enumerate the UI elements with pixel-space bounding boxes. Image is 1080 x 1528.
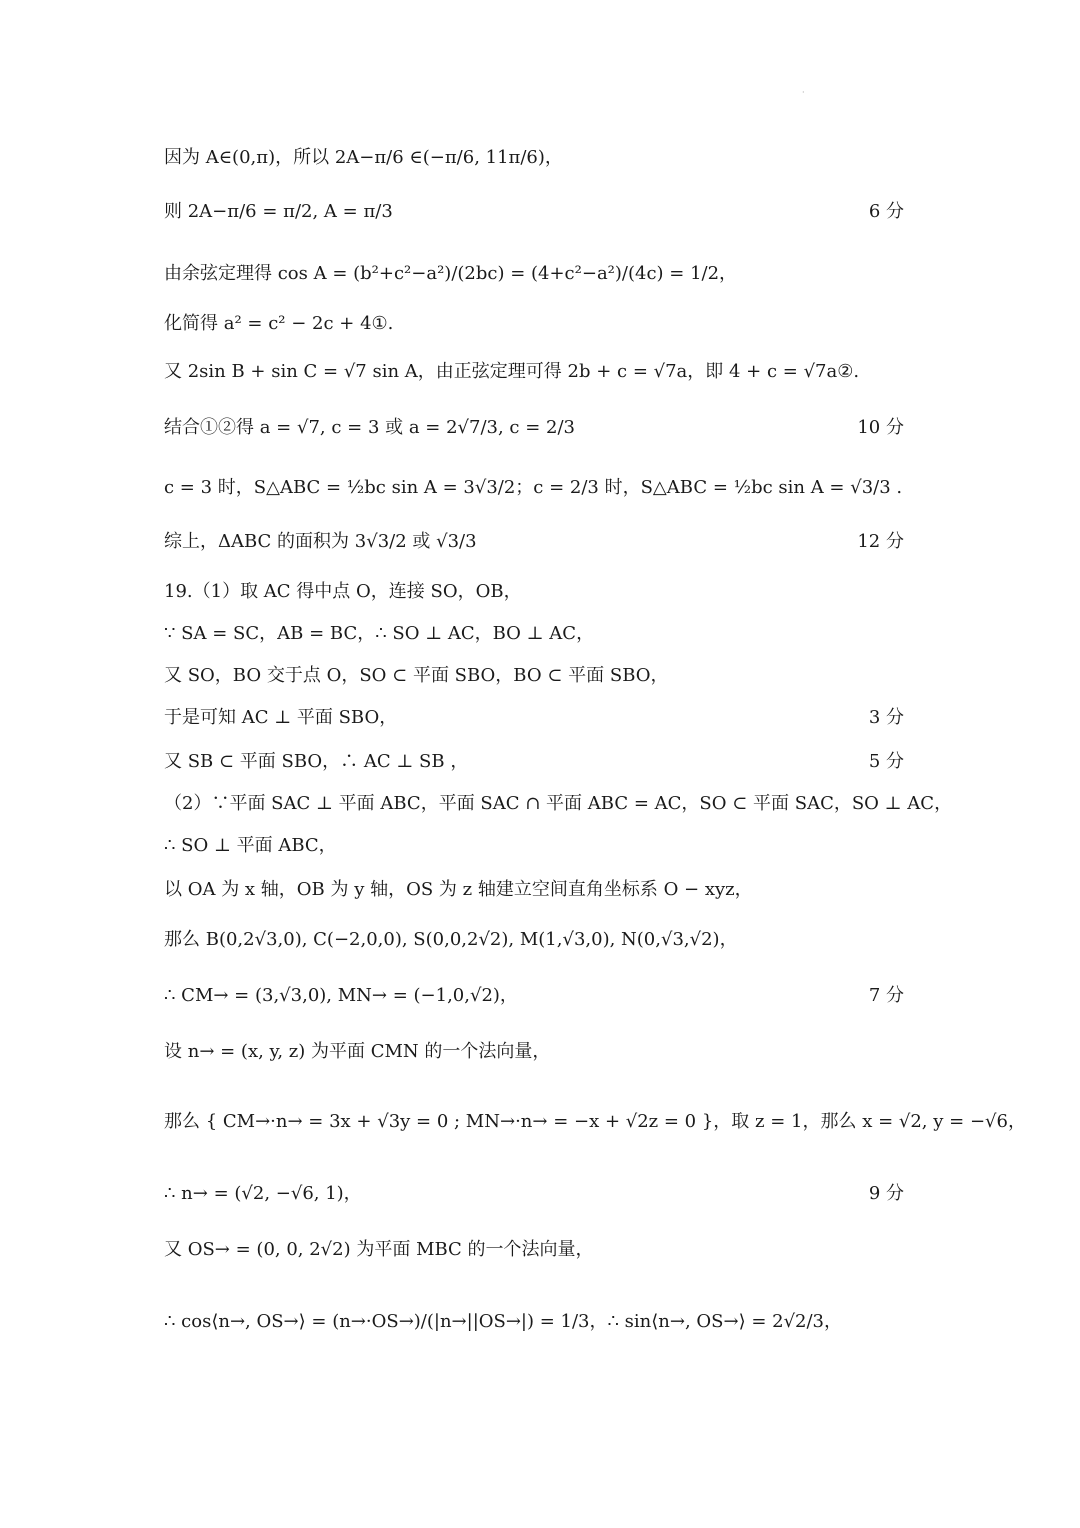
line-text: 那么 B(0,2√3,0), C(−2,0,0), S(0,0,2√2), M(1,√3,0), N(0,√3,√2)， bbox=[164, 929, 738, 950]
solution-line bbox=[164, 360, 904, 384]
dotted-leader bbox=[579, 416, 853, 440]
line-text: 结合①②得 a = √7, c = 3 或 a = 2√7/3, c = 2/3 bbox=[164, 417, 576, 438]
solution-line bbox=[164, 1310, 904, 1334]
solution-line bbox=[164, 1182, 904, 1206]
solution-line bbox=[164, 750, 904, 774]
line-text: ∴ n→ = (√2, −√6, 1)， bbox=[164, 1183, 362, 1204]
solution-line bbox=[164, 622, 904, 646]
solution-line bbox=[164, 792, 953, 816]
line-text: 那么 { CM→·n→ = 3x + √3y = 0 ; MN→·n→ = −x + √2z = 0 }，取 z = 1，那么 x = √2, y = −√6， bbox=[164, 1111, 1026, 1132]
line-text: c = 3 时，S△ABC = ½bc sin A = 3√3/2；c = 2/3 时，S△ABC = ½bc sin A = √3/3 . bbox=[164, 477, 903, 498]
solution-line bbox=[164, 1238, 904, 1262]
solution-line bbox=[164, 146, 904, 170]
solution-line bbox=[164, 928, 904, 952]
dotted-leader bbox=[401, 706, 865, 730]
line-text: 综上，ΔABC 的面积为 3√3/2 或 √3/3 bbox=[164, 531, 477, 552]
solution-line bbox=[164, 580, 904, 604]
dotted-leader bbox=[522, 984, 865, 1008]
score-mark: 12 分 bbox=[857, 531, 904, 552]
solution-line bbox=[164, 1110, 1026, 1134]
solution-line bbox=[164, 1040, 904, 1064]
line-text: 则 2A−π/6 = π/2, A = π/3 bbox=[164, 201, 393, 222]
line-text: 又 SO，BO 交于点 O，SO ⊂ 平面 SBO，BO ⊂ 平面 SBO， bbox=[164, 665, 669, 686]
solution-line bbox=[164, 878, 904, 902]
line-text: ∴ cos⟨n→, OS→⟩ = (n→·OS→)/(|n→||OS→|) = 1/3，∴ sin⟨n→, OS→⟩ = 2√2/3， bbox=[164, 1311, 843, 1332]
line-text: 于是可知 AC ⊥ 平面 SBO， bbox=[164, 707, 398, 728]
solution-line bbox=[164, 476, 904, 500]
solution-line bbox=[164, 262, 904, 286]
dotted-leader bbox=[397, 200, 865, 224]
line-text: ∴ CM→ = (3,√3,0), MN→ = (−1,0,√2)， bbox=[164, 985, 518, 1006]
solution-line bbox=[164, 530, 904, 554]
solution-line bbox=[164, 706, 904, 730]
line-text: ∴ SO ⊥ 平面 ABC， bbox=[164, 835, 337, 856]
solution-line bbox=[164, 834, 904, 858]
line-text: 化简得 a² = c² − 2c + 4①. bbox=[164, 313, 394, 334]
line-text: ∵ SA = SC，AB = BC，∴ SO ⊥ AC，BO ⊥ AC， bbox=[164, 623, 595, 644]
line-text: 由余弦定理得 cos A = (b²+c²−a²)/(2bc) = (4+c²−a²)/(4c) = 1/2， bbox=[164, 263, 738, 284]
solution-line bbox=[164, 200, 904, 224]
score-mark: 7 分 bbox=[868, 985, 904, 1006]
solution-line bbox=[164, 664, 904, 688]
line-text: 19.（1）取 AC 得中点 O，连接 SO，OB， bbox=[164, 581, 522, 602]
line-text: 又 OS→ = (0, 0, 2√2) 为平面 MBC 的一个法向量， bbox=[164, 1239, 594, 1260]
line-text: 设 n→ = (x, y, z) 为平面 CMN 的一个法向量， bbox=[164, 1041, 551, 1062]
line-text: 因为 A∈(0,π)，所以 2A−π/6 ∈(−π/6, 11π/6)， bbox=[164, 147, 563, 168]
score-mark: 9 分 bbox=[868, 1183, 904, 1204]
solution-line bbox=[164, 984, 904, 1008]
line-text: （2）∵平面 SAC ⊥ 平面 ABC，平面 SAC ∩ 平面 ABC = AC，SO ⊂ 平面 SAC，SO ⊥ AC， bbox=[164, 793, 953, 814]
dotted-leader bbox=[472, 750, 864, 774]
line-text: 又 2sin B + sin C = √7 sin A，由正弦定理可得 2b + c = √7a，即 4 + c = √7a②. bbox=[164, 361, 860, 382]
line-text: 又 SB ⊂ 平面 SBO，∴ AC ⊥ SB ， bbox=[164, 751, 469, 772]
solution-line bbox=[164, 416, 904, 440]
dotted-leader bbox=[481, 530, 854, 554]
corner-mark: · bbox=[802, 88, 805, 97]
line-text: 以 OA 为 x 轴，OB 为 y 轴，OS 为 z 轴建立空间直角坐标系 O − xyz， bbox=[164, 879, 753, 900]
score-mark: 10 分 bbox=[857, 417, 904, 438]
dotted-leader bbox=[366, 1182, 865, 1206]
score-mark: 6 分 bbox=[868, 201, 904, 222]
score-mark: 5 分 bbox=[868, 751, 904, 772]
solution-line bbox=[164, 312, 904, 336]
score-mark: 3 分 bbox=[868, 707, 904, 728]
